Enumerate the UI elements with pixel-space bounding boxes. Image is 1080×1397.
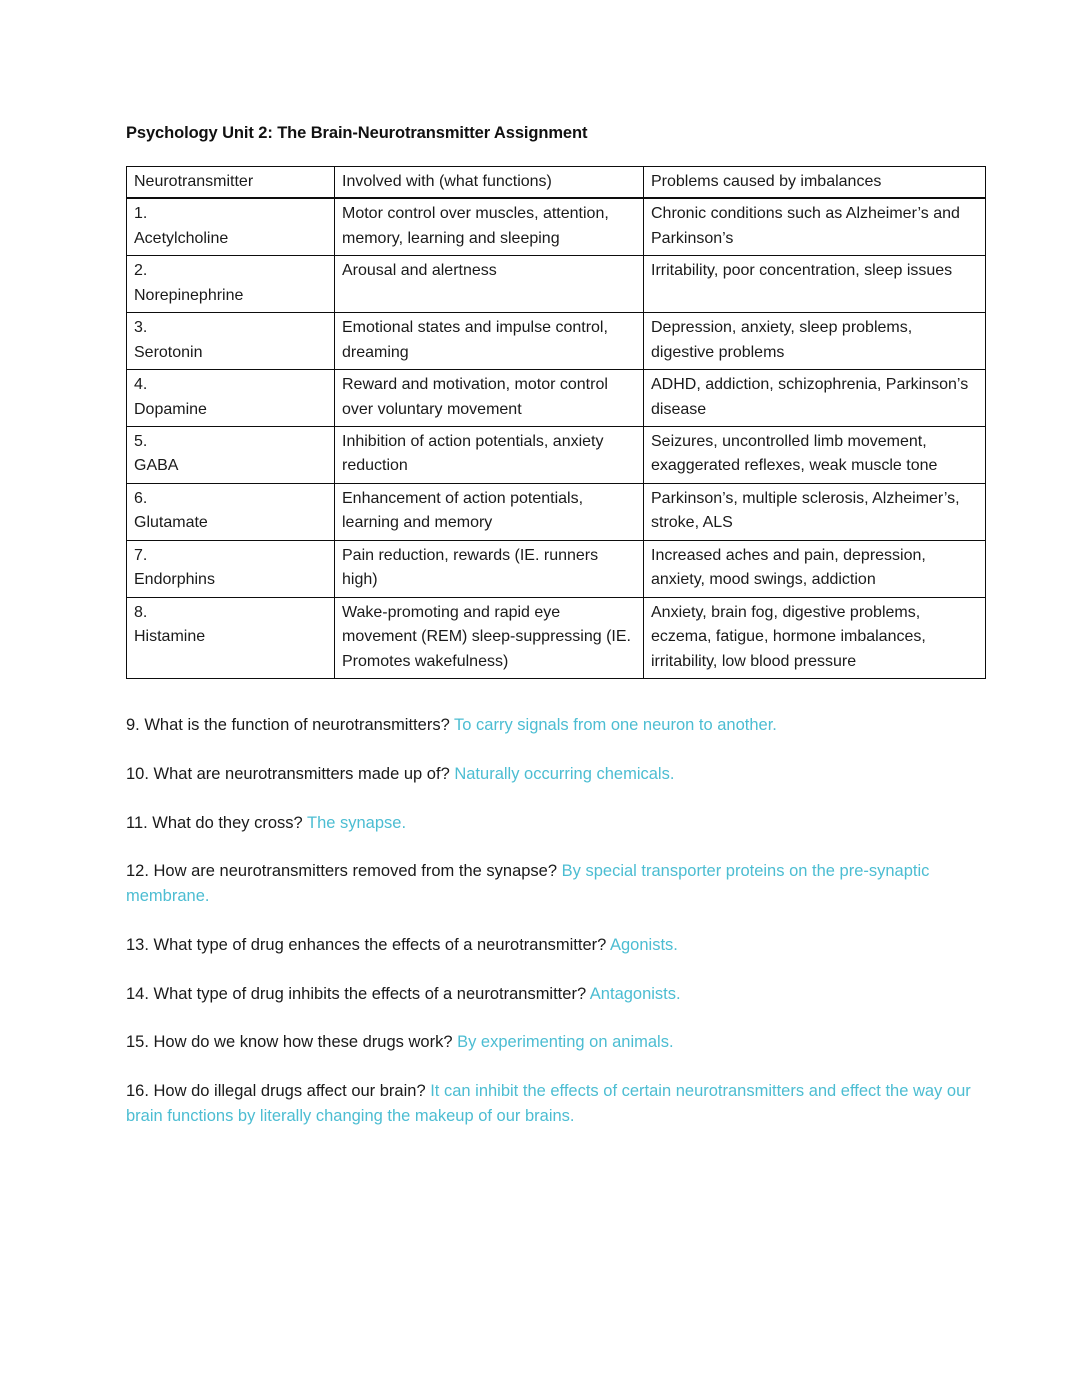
table-row	[127, 198, 986, 255]
question-answer-list	[126, 713, 986, 1129]
row-number: 3.	[134, 319, 148, 337]
cell-neurotransmitter	[127, 256, 335, 313]
qa-item	[126, 982, 986, 1007]
cell-functions: Inhibition of action potentials, anxiety reduction	[335, 427, 644, 484]
column-header-problems: Problems caused by imbalances	[644, 166, 986, 198]
cell-problems: Seizures, uncontrolled limb movement, exaggerated reflexes, weak muscle tone	[644, 427, 986, 484]
cell-problems: Chronic conditions such as Alzheimer’s and Parkinson’s	[644, 198, 986, 255]
table-body	[127, 198, 986, 678]
qa-item	[126, 933, 986, 958]
cell-neurotransmitter	[127, 540, 335, 597]
table-row	[127, 313, 986, 370]
question-text: 12. How are neurotransmitters removed from the synapse?	[126, 862, 562, 881]
page-title: Psychology Unit 2: The Brain-Neurotransmitter Assignment	[126, 124, 588, 142]
row-number: 8.	[134, 603, 148, 621]
neurotransmitter-name: Serotonin	[134, 343, 203, 361]
neurotransmitter-name: Norepinephrine	[134, 286, 244, 304]
row-number: 2.	[134, 262, 148, 280]
cell-functions: Reward and motivation, motor control over voluntary movement	[335, 370, 644, 427]
qa-item	[126, 859, 986, 909]
answer-text: By experimenting on animals.	[457, 1033, 674, 1052]
answer-text: To carry signals from one neuron to another.	[454, 716, 777, 735]
cell-neurotransmitter	[127, 597, 335, 678]
cell-neurotransmitter	[127, 198, 335, 255]
cell-neurotransmitter	[127, 313, 335, 370]
cell-problems: Irritability, poor concentration, sleep issues	[644, 256, 986, 313]
row-number: 1.	[134, 205, 148, 223]
cell-functions: Pain reduction, rewards (IE. runners high)	[335, 540, 644, 597]
neurotransmitter-name: GABA	[134, 457, 179, 475]
answer-text: Naturally occurring chemicals.	[454, 764, 675, 783]
answer-text: The synapse.	[306, 813, 407, 832]
table-row	[127, 540, 986, 597]
neurotransmitter-name: Histamine	[134, 628, 206, 646]
question-text: 14. What type of drug inhibits the effects of a neurotransmitter?	[126, 984, 590, 1003]
cell-functions: Motor control over muscles, attention, memory, learning and sleeping	[335, 198, 644, 255]
question-text: 15. How do we know how these drugs work?	[126, 1033, 458, 1052]
neurotransmitter-name: Glutamate	[134, 514, 208, 532]
qa-item	[126, 811, 986, 836]
table-row	[127, 256, 986, 313]
question-text: 9. What is the function of neurotransmitters?	[126, 716, 455, 735]
document-body	[126, 124, 986, 1129]
cell-problems: Parkinson’s, multiple sclerosis, Alzheimer’s, stroke, ALS	[644, 483, 986, 540]
cell-problems: Depression, anxiety, sleep problems, digestive problems	[644, 313, 986, 370]
cell-functions: Wake-promoting and rapid eye movement (REM) sleep-suppressing (IE. Promotes wakefulness)	[335, 597, 644, 678]
neurotransmitter-name: Dopamine	[134, 400, 207, 418]
question-text: 13. What type of drug enhances the effects of a neurotransmitter?	[126, 935, 610, 954]
question-text: 10. What are neurotransmitters made up of?	[126, 764, 455, 783]
qa-item	[126, 1079, 986, 1129]
cell-neurotransmitter	[127, 370, 335, 427]
answer-text: Antagonists.	[589, 984, 681, 1003]
qa-item	[126, 762, 986, 787]
question-text: 16. How do illegal drugs affect our brain?	[126, 1082, 431, 1101]
qa-item	[126, 713, 986, 738]
cell-functions: Arousal and alertness	[335, 256, 644, 313]
table-header-row	[127, 166, 986, 198]
table-row	[127, 370, 986, 427]
neurotransmitter-table	[126, 166, 986, 679]
row-number: 4.	[134, 376, 148, 394]
row-number: 6.	[134, 489, 148, 507]
table-row	[127, 483, 986, 540]
table-row	[127, 427, 986, 484]
cell-problems: ADHD, addiction, schizophrenia, Parkinson’s disease	[644, 370, 986, 427]
cell-problems: Increased aches and pain, depression, anxiety, mood swings, addiction	[644, 540, 986, 597]
cell-functions: Enhancement of action potentials, learning and memory	[335, 483, 644, 540]
cell-problems: Anxiety, brain fog, digestive problems, eczema, fatigue, hormone imbalances, irritability, low blood pressure	[644, 597, 986, 678]
row-number: 7.	[134, 546, 148, 564]
column-header-functions: Involved with (what functions)	[335, 166, 644, 198]
neurotransmitter-name: Acetylcholine	[134, 229, 229, 247]
row-number: 5.	[134, 433, 148, 451]
cell-neurotransmitter	[127, 427, 335, 484]
neurotransmitter-name: Endorphins	[134, 571, 215, 589]
table-row	[127, 597, 986, 678]
answer-text: By special transporter proteins on the pre-synaptic membrane.	[126, 862, 930, 906]
cell-functions: Emotional states and impulse control, dreaming	[335, 313, 644, 370]
qa-item	[126, 1030, 986, 1055]
answer-text: Agonists.	[610, 935, 678, 954]
answer-text: It can inhibit the effects of certain neurotransmitters and effect the way our brain functions by literally changing the makeup of our brains.	[126, 1082, 971, 1125]
question-text: 11. What do they cross?	[126, 813, 307, 832]
cell-neurotransmitter	[127, 483, 335, 540]
column-header-neurotransmitter: Neurotransmitter	[127, 166, 335, 198]
